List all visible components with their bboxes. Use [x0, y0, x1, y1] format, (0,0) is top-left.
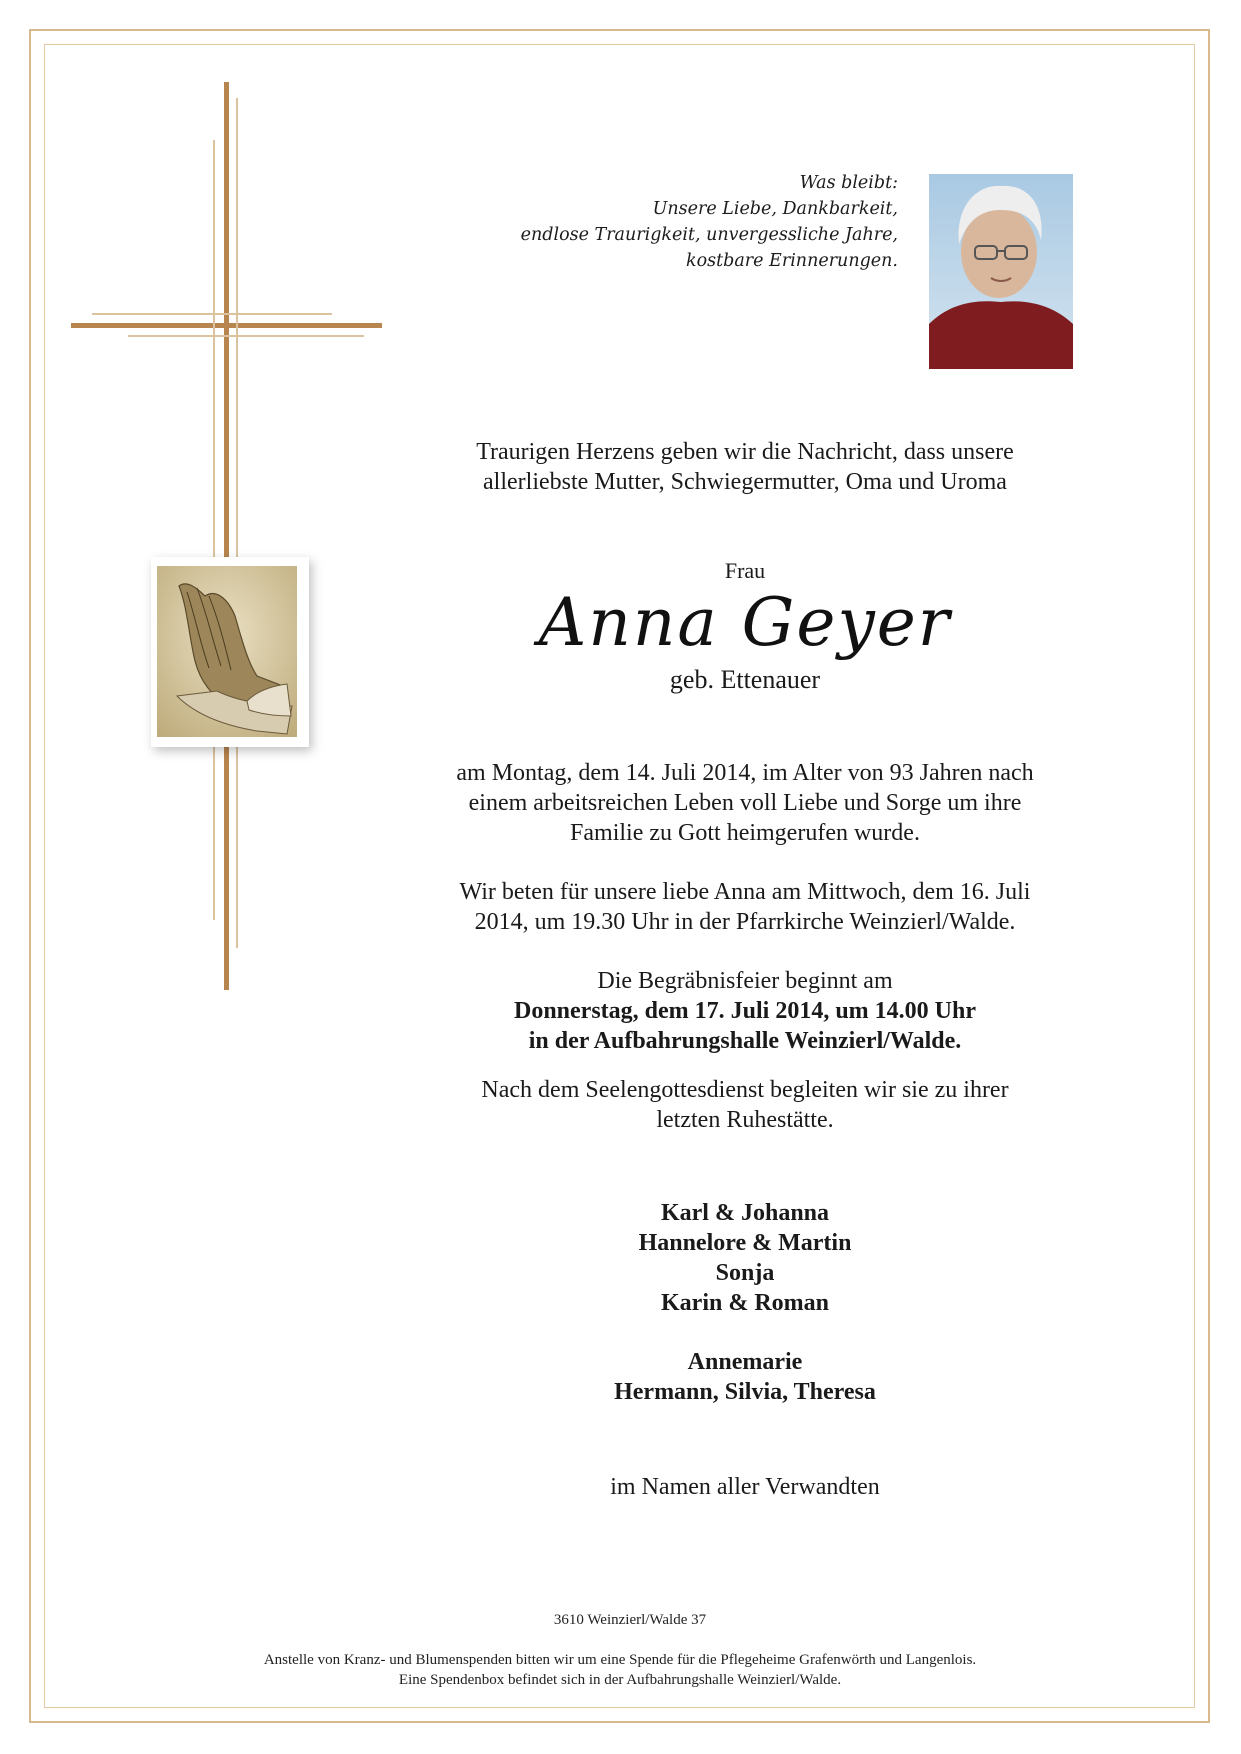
death-notice [420, 758, 1070, 848]
address: 3610 Weinzierl/Walde 37 [553, 1612, 707, 1628]
cross-thin-line [128, 335, 364, 337]
donation-note [160, 1650, 1080, 1690]
text-line: Donnerstag, dem 17. Juli 2014, um 14.00 Uhr [513, 998, 976, 1024]
prayer-notice [420, 877, 1070, 937]
quote-line: Was bleibt: [799, 173, 898, 193]
funeral-intro: Die Begräbnisfeier beginnt am [597, 968, 893, 994]
praying-hands-image [151, 557, 309, 747]
text-line: Familie zu Gott heimgerufen wurde. [570, 820, 920, 846]
cross-thin-line [92, 313, 332, 315]
closing-text [420, 1075, 1070, 1135]
deceased-name: Anna Geyer [538, 584, 952, 661]
mourner-name: Sonja [715, 1260, 775, 1286]
text-line: Traurigen Herzens geben wir die Nachricht, dass unsere [476, 439, 1014, 465]
text-line: Eine Spendenbox befindet sich in der Aufbahrungshalle Weinzierl/Walde. [398, 1672, 842, 1688]
text-line: Anstelle von Kranz- und Blumenspenden bitten wir um eine Spende für die Pflegeheime Grafenwörth und Langenlois. [263, 1652, 977, 1668]
text-line: letzten Ruhestätte. [656, 1107, 834, 1133]
mourner-name: Karin & Roman [661, 1290, 829, 1316]
quote-line: Unsere Liebe, Dankbarkeit, [652, 199, 898, 219]
text-line: 2014, um 19.30 Uhr in der Pfarrkirche Weinzierl/Walde. [474, 909, 1016, 935]
mourners-group-2 [420, 1347, 1070, 1407]
text-line: Nach dem Seelengottesdienst begleiten wir sie zu ihrer [481, 1077, 1009, 1103]
text-line: in der Aufbahrungshalle Weinzierl/Walde. [528, 1028, 962, 1054]
cross-horizontal-bar [71, 323, 382, 328]
text-line: am Montag, dem 14. Juli 2014, im Alter von 93 Jahren nach [456, 760, 1034, 786]
text-line: einem arbeitsreichen Leben voll Liebe und Sorge um ihre [468, 790, 1022, 816]
text-line: Wir beten für unsere liebe Anna am Mittwoch, dem 16. Juli [459, 879, 1031, 905]
cross-ornament [0, 0, 400, 1000]
funeral-details [420, 996, 1070, 1056]
salutation: Frau [724, 558, 766, 583]
mourner-name: Karl & Johanna [660, 1200, 830, 1226]
cross-thin-line [236, 98, 238, 948]
intro-text [420, 437, 1070, 497]
quote-line: endlose Traurigkeit, unvergessliche Jahre, [520, 225, 898, 245]
mourner-name: Hermann, Silvia, Theresa [614, 1379, 876, 1405]
portrait-photo [929, 174, 1073, 369]
cross-thin-line [213, 140, 215, 920]
relatives-signature: im Namen aller Verwandten [610, 1474, 880, 1500]
text-line: allerliebste Mutter, Schwiegermutter, Oma und Uroma [483, 469, 1007, 495]
mourner-name: Hannelore & Martin [638, 1230, 852, 1256]
praying-hands-icon [157, 566, 297, 737]
mourner-name: Annemarie [687, 1349, 803, 1375]
mourners-group-1 [420, 1198, 1070, 1318]
maiden-name: geb. Ettenauer [669, 665, 821, 694]
memorial-quote [520, 170, 898, 274]
quote-line: kostbare Erinnerungen. [685, 251, 898, 271]
cross-vertical-bar [224, 82, 229, 990]
